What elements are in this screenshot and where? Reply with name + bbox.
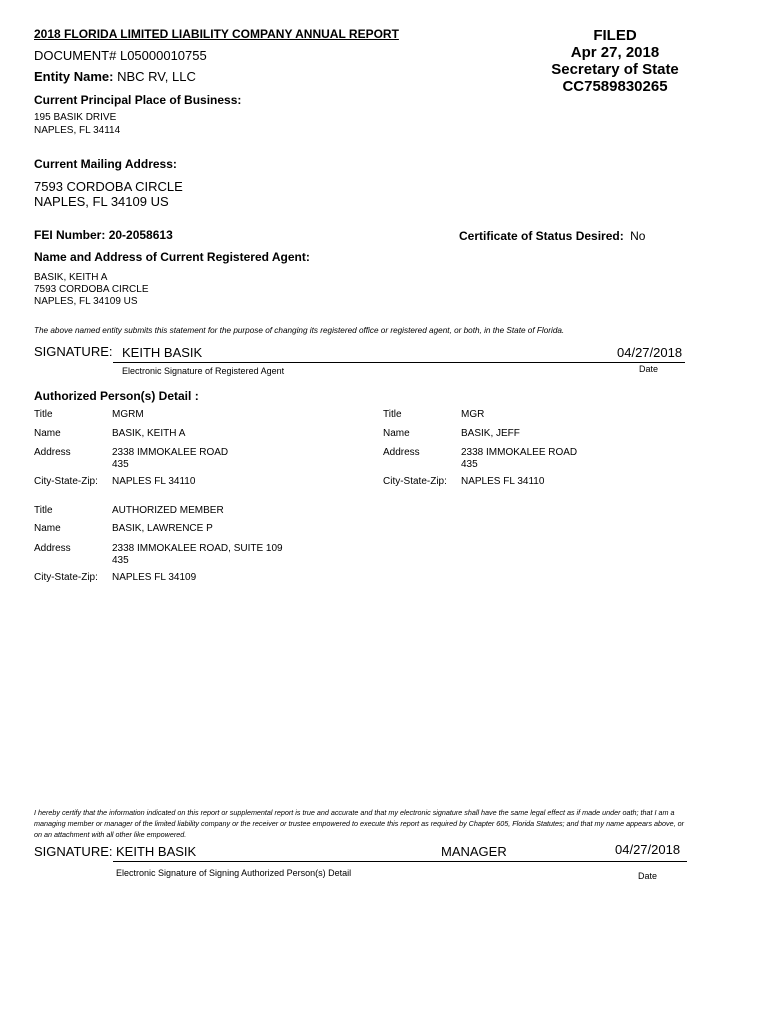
final-signature-date: 04/27/2018 bbox=[615, 842, 681, 857]
person-1-csz: NAPLES FL 34110 bbox=[112, 476, 196, 487]
final-date-caption: Date bbox=[638, 871, 658, 881]
agent-line-3: NAPLES, FL 34109 US bbox=[34, 296, 138, 307]
principal-line-1: 195 BASIK DRIVE bbox=[34, 112, 117, 123]
authorized-heading: Authorized Person(s) Detail : bbox=[34, 389, 199, 403]
principal-place-heading: Current Principal Place of Business: bbox=[34, 93, 242, 107]
agent-statement: The above named entity submits this statement for the purpose of changing its registered office or registered agent, or both, in the State of Florida. bbox=[34, 326, 565, 335]
agent-signature-line bbox=[113, 362, 685, 363]
final-signature-name: KEITH BASIK bbox=[116, 844, 197, 859]
entity-name bbox=[34, 69, 196, 84]
person-2-csz: NAPLES FL 34110 bbox=[461, 476, 545, 487]
document-value: L05000010755 bbox=[119, 48, 207, 63]
person-2-address-line-1: 2338 IMMOKALEE ROAD bbox=[461, 447, 578, 458]
person-2-address bbox=[461, 447, 577, 471]
filed-status: FILED bbox=[593, 27, 637, 44]
filed-date: Apr 27, 2018 bbox=[570, 44, 660, 61]
agent-signature-name: KEITH BASIK bbox=[122, 345, 203, 360]
fei-label: FEI Number: bbox=[34, 228, 106, 242]
person-1-name: BASIK, KEITH A bbox=[112, 428, 186, 439]
filed-stamp bbox=[520, 27, 710, 95]
person-1-address-label: Address bbox=[34, 447, 71, 458]
person-2-address-line-2: 435 bbox=[461, 459, 478, 470]
certificate-value: No bbox=[630, 229, 646, 243]
registered-agent-heading: Name and Address of Current Registered Agent: bbox=[34, 250, 310, 264]
person-3-name-label: Name bbox=[34, 523, 61, 534]
certification-statement: I hereby certify that the information indicated on this report or supplemental report is true and accurate and that my electronic signature shall have the same legal effect as if made under oath; that I am a managing member or manager of the limited liability company or the receiver or trustee empowered to execute this report as required by Chapter 605, Florida Statutes; and that my name appears above, or on an attachment with all other like empowered. bbox=[34, 808, 685, 839]
person-3-name: BASIK, LAWRENCE P bbox=[112, 523, 213, 534]
person-1-address-line-2: 435 bbox=[112, 459, 129, 470]
agent-signature-label: SIGNATURE: bbox=[34, 344, 113, 359]
agent-signature-caption: Electronic Signature of Registered Agent bbox=[122, 366, 285, 376]
person-3-title-label: Title bbox=[34, 505, 53, 516]
person-1-address bbox=[112, 447, 228, 471]
agent-line-2: 7593 CORDOBA CIRCLE bbox=[34, 284, 149, 295]
person-2-title-label: Title bbox=[383, 409, 402, 420]
person-2-csz-label: City-State-Zip: bbox=[383, 476, 447, 487]
final-signature-role: MANAGER bbox=[441, 844, 507, 859]
person-2-title: MGR bbox=[461, 409, 485, 420]
filed-office: Secretary of State bbox=[551, 61, 679, 78]
mailing-address-heading: Current Mailing Address: bbox=[34, 157, 177, 171]
person-1-csz-label: City-State-Zip: bbox=[34, 476, 98, 487]
principal-place-address bbox=[34, 111, 120, 137]
entity-name-value: NBC RV, LLC bbox=[117, 69, 196, 84]
entity-name-label: Entity Name: bbox=[34, 69, 114, 84]
final-signature-line bbox=[113, 861, 687, 862]
person-2-address-label: Address bbox=[383, 447, 420, 458]
final-signature-caption: Electronic Signature of Signing Authorized Person(s) Detail bbox=[116, 868, 352, 878]
principal-line-2: NAPLES, FL 34114 bbox=[34, 125, 121, 136]
agent-line-1: BASIK, KEITH A bbox=[34, 272, 108, 283]
person-2-name-label: Name bbox=[383, 428, 410, 439]
person-3-title: AUTHORIZED MEMBER bbox=[112, 505, 224, 516]
certificate-label: Certificate of Status Desired: bbox=[459, 229, 624, 243]
person-3-address-line-2: 435 bbox=[112, 555, 129, 566]
filed-number: CC7589830265 bbox=[562, 78, 668, 95]
person-1-title: MGRM bbox=[112, 409, 144, 420]
person-1-title-label: Title bbox=[34, 409, 53, 420]
person-3-address-line-1: 2338 IMMOKALEE ROAD, SUITE 109 bbox=[112, 543, 283, 554]
agent-date-caption: Date bbox=[639, 364, 659, 374]
document-number bbox=[34, 48, 207, 63]
mailing-address bbox=[34, 179, 183, 209]
person-3-address bbox=[112, 543, 283, 567]
registered-agent-address bbox=[34, 272, 149, 308]
report-title: 2018 FLORIDA LIMITED LIABILITY COMPANY ANNUAL REPORT bbox=[34, 27, 399, 41]
person-1-name-label: Name bbox=[34, 428, 61, 439]
fei-number bbox=[34, 228, 173, 242]
person-3-address-label: Address bbox=[34, 543, 71, 554]
person-1-address-line-1: 2338 IMMOKALEE ROAD bbox=[112, 447, 229, 458]
person-2-name: BASIK, JEFF bbox=[461, 428, 520, 439]
document-label: DOCUMENT# bbox=[34, 48, 117, 63]
agent-signature-date: 04/27/2018 bbox=[617, 345, 683, 360]
certificate-status bbox=[459, 229, 645, 243]
mailing-line-1: 7593 CORDOBA CIRCLE bbox=[34, 179, 183, 194]
final-signature-label: SIGNATURE: bbox=[34, 844, 113, 859]
person-3-csz-label: City-State-Zip: bbox=[34, 572, 98, 583]
mailing-line-2: NAPLES, FL 34109 US bbox=[34, 194, 169, 209]
person-3-csz: NAPLES FL 34109 bbox=[112, 572, 197, 583]
fei-value: 20-2058613 bbox=[108, 228, 173, 242]
